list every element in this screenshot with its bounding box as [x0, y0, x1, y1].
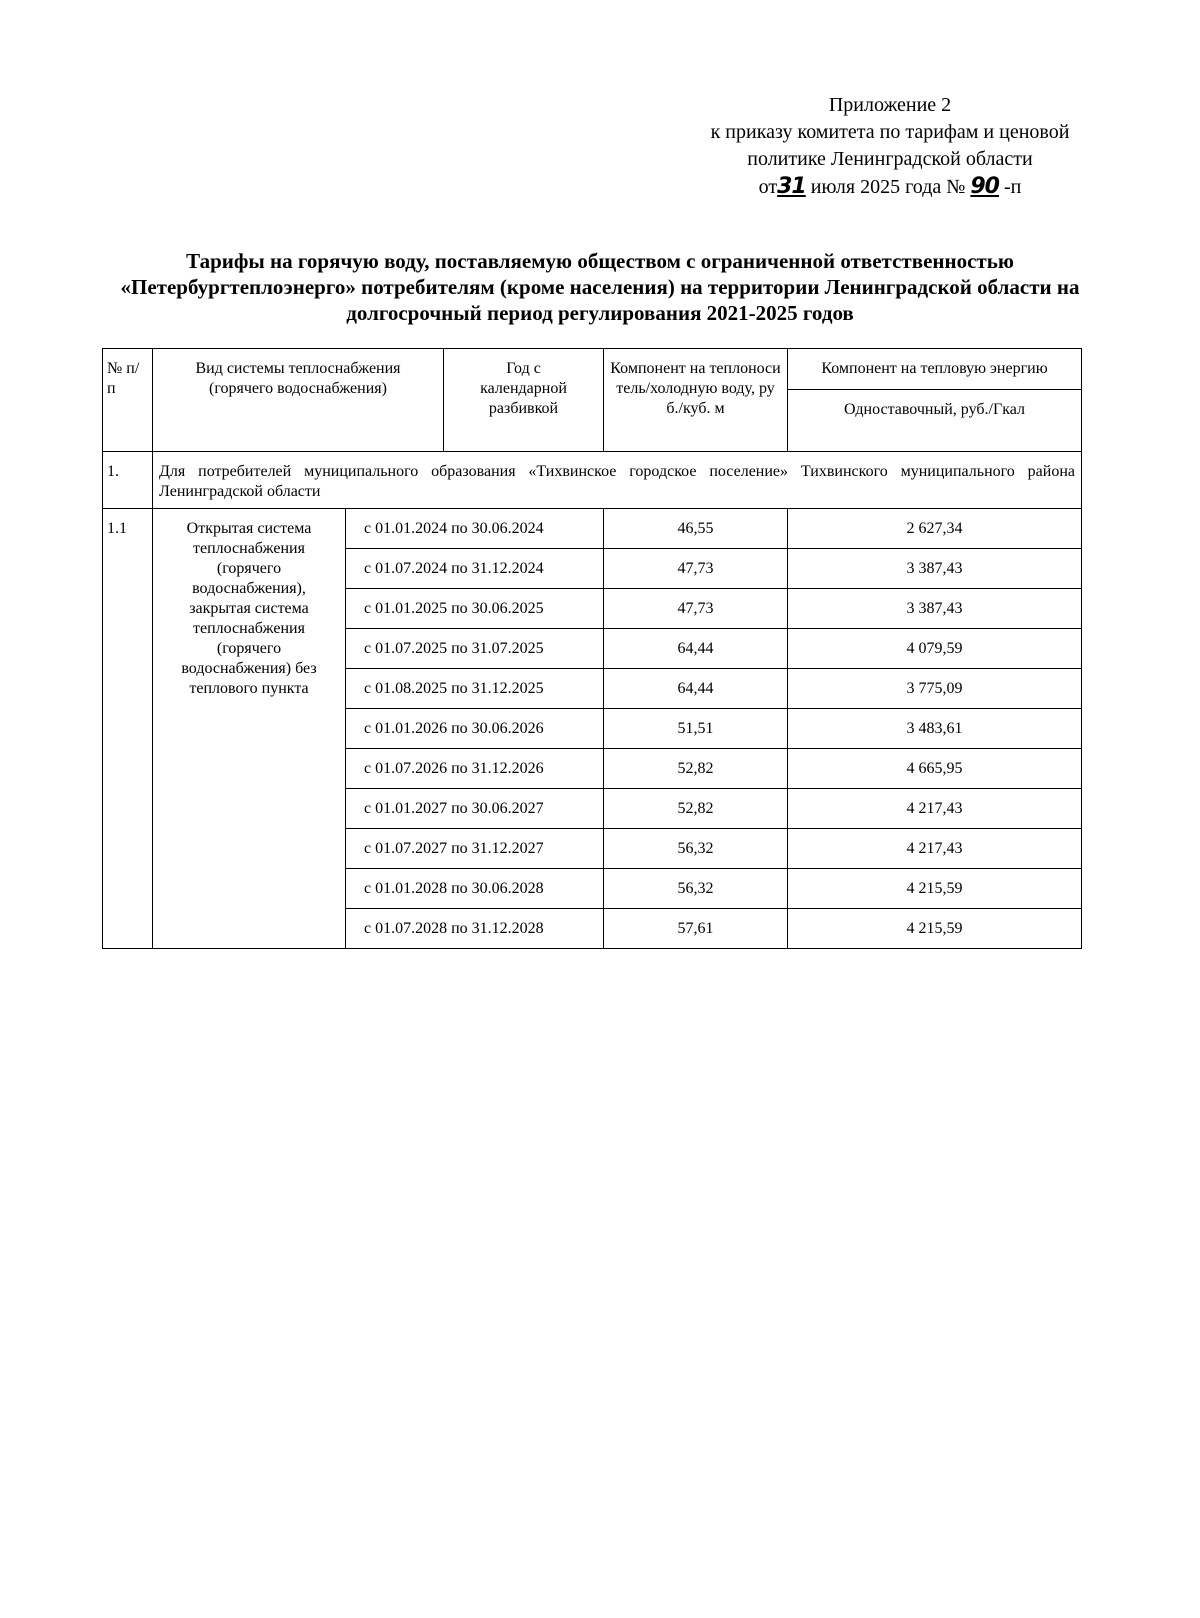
energy-cell: 2 627,34	[788, 509, 1082, 549]
document-title: Тарифы на горячую воду, поставляемую обществом с ограниченной ответственностью «Петербургтеплоэнерго» потребителям (кроме населения) на территории Ленинградской области на долгосрочный период регулирования 2021-2025 годов	[120, 249, 1080, 325]
period-cell: с 01.01.2026 по 30.06.2026	[346, 709, 604, 749]
period-cell: с 01.07.2024 по 31.12.2024	[346, 549, 604, 589]
table-row	[103, 509, 1082, 549]
group-system: Открытая система теплоснабжения (горячего водоснабжения), закрытая система теплоснабжения (горячего водоснабжения) без теплового пункта	[153, 509, 346, 949]
coolant-cell: 52,82	[604, 789, 788, 829]
period-cell: с 01.01.2027 по 30.06.2027	[346, 789, 604, 829]
section-text: Для потребителей муниципального образования «Тихвинское городское поселение» Тихвинского муниципального района Ленинградской области	[153, 452, 1082, 509]
appendix-date-line	[640, 173, 1140, 201]
energy-cell: 3 387,43	[788, 549, 1082, 589]
appendix-line2: к приказу комитета по тарифам и ценовой	[710, 121, 1070, 143]
appendix-line3: политике Ленинградской области	[747, 148, 1033, 170]
handwritten-day: 31	[777, 174, 806, 199]
energy-cell: 4 665,95	[788, 749, 1082, 789]
energy-cell: 4 079,59	[788, 629, 1082, 669]
appendix-header	[640, 92, 1140, 201]
coolant-cell: 47,73	[604, 589, 788, 629]
tariff-table	[102, 348, 1082, 949]
energy-cell: 3 387,43	[788, 589, 1082, 629]
section-num: 1.	[103, 452, 153, 509]
period-cell: с 01.08.2025 по 31.12.2025	[346, 669, 604, 709]
date-rest: июля 2025 года №	[810, 176, 966, 198]
date-prefix: от	[758, 176, 778, 198]
coolant-cell: 64,44	[604, 629, 788, 669]
number-suffix: -п	[1003, 176, 1022, 198]
header-period: Год с календарной разбивкой	[444, 349, 604, 452]
coolant-cell: 52,82	[604, 749, 788, 789]
period-cell: с 01.07.2028 по 31.12.2028	[346, 909, 604, 949]
header-energy: Компонент на тепловую энергию	[788, 349, 1082, 390]
coolant-cell: 46,55	[604, 509, 788, 549]
handwritten-number: 90	[970, 174, 999, 199]
period-cell: с 01.01.2025 по 30.06.2025	[346, 589, 604, 629]
energy-cell: 4 215,59	[788, 869, 1082, 909]
header-coolant: Компонент на теплоноситель/холодную воду, руб./куб. м	[604, 349, 788, 452]
energy-cell: 3 775,09	[788, 669, 1082, 709]
appendix-line1: Приложение 2	[828, 94, 952, 116]
period-cell: с 01.01.2028 по 30.06.2028	[346, 869, 604, 909]
coolant-cell: 56,32	[604, 869, 788, 909]
period-cell: с 01.07.2026 по 31.12.2026	[346, 749, 604, 789]
energy-cell: 4 217,43	[788, 829, 1082, 869]
coolant-cell: 64,44	[604, 669, 788, 709]
header-num: № п/п	[103, 349, 153, 452]
table-header-row	[103, 349, 1082, 390]
header-energy-sub: Одноставочный, руб./Гкал	[788, 390, 1082, 452]
energy-cell: 4 215,59	[788, 909, 1082, 949]
energy-cell: 3 483,61	[788, 709, 1082, 749]
period-cell: с 01.07.2025 по 31.07.2025	[346, 629, 604, 669]
header-system: Вид системы теплоснабжения (горячего водоснабжения)	[153, 349, 444, 452]
coolant-cell: 56,32	[604, 829, 788, 869]
coolant-cell: 51,51	[604, 709, 788, 749]
coolant-cell: 57,61	[604, 909, 788, 949]
section-row	[103, 452, 1082, 509]
period-cell: с 01.07.2027 по 31.12.2027	[346, 829, 604, 869]
energy-cell: 4 217,43	[788, 789, 1082, 829]
period-cell: с 01.01.2024 по 30.06.2024	[346, 509, 604, 549]
coolant-cell: 47,73	[604, 549, 788, 589]
group-num: 1.1	[103, 509, 153, 949]
